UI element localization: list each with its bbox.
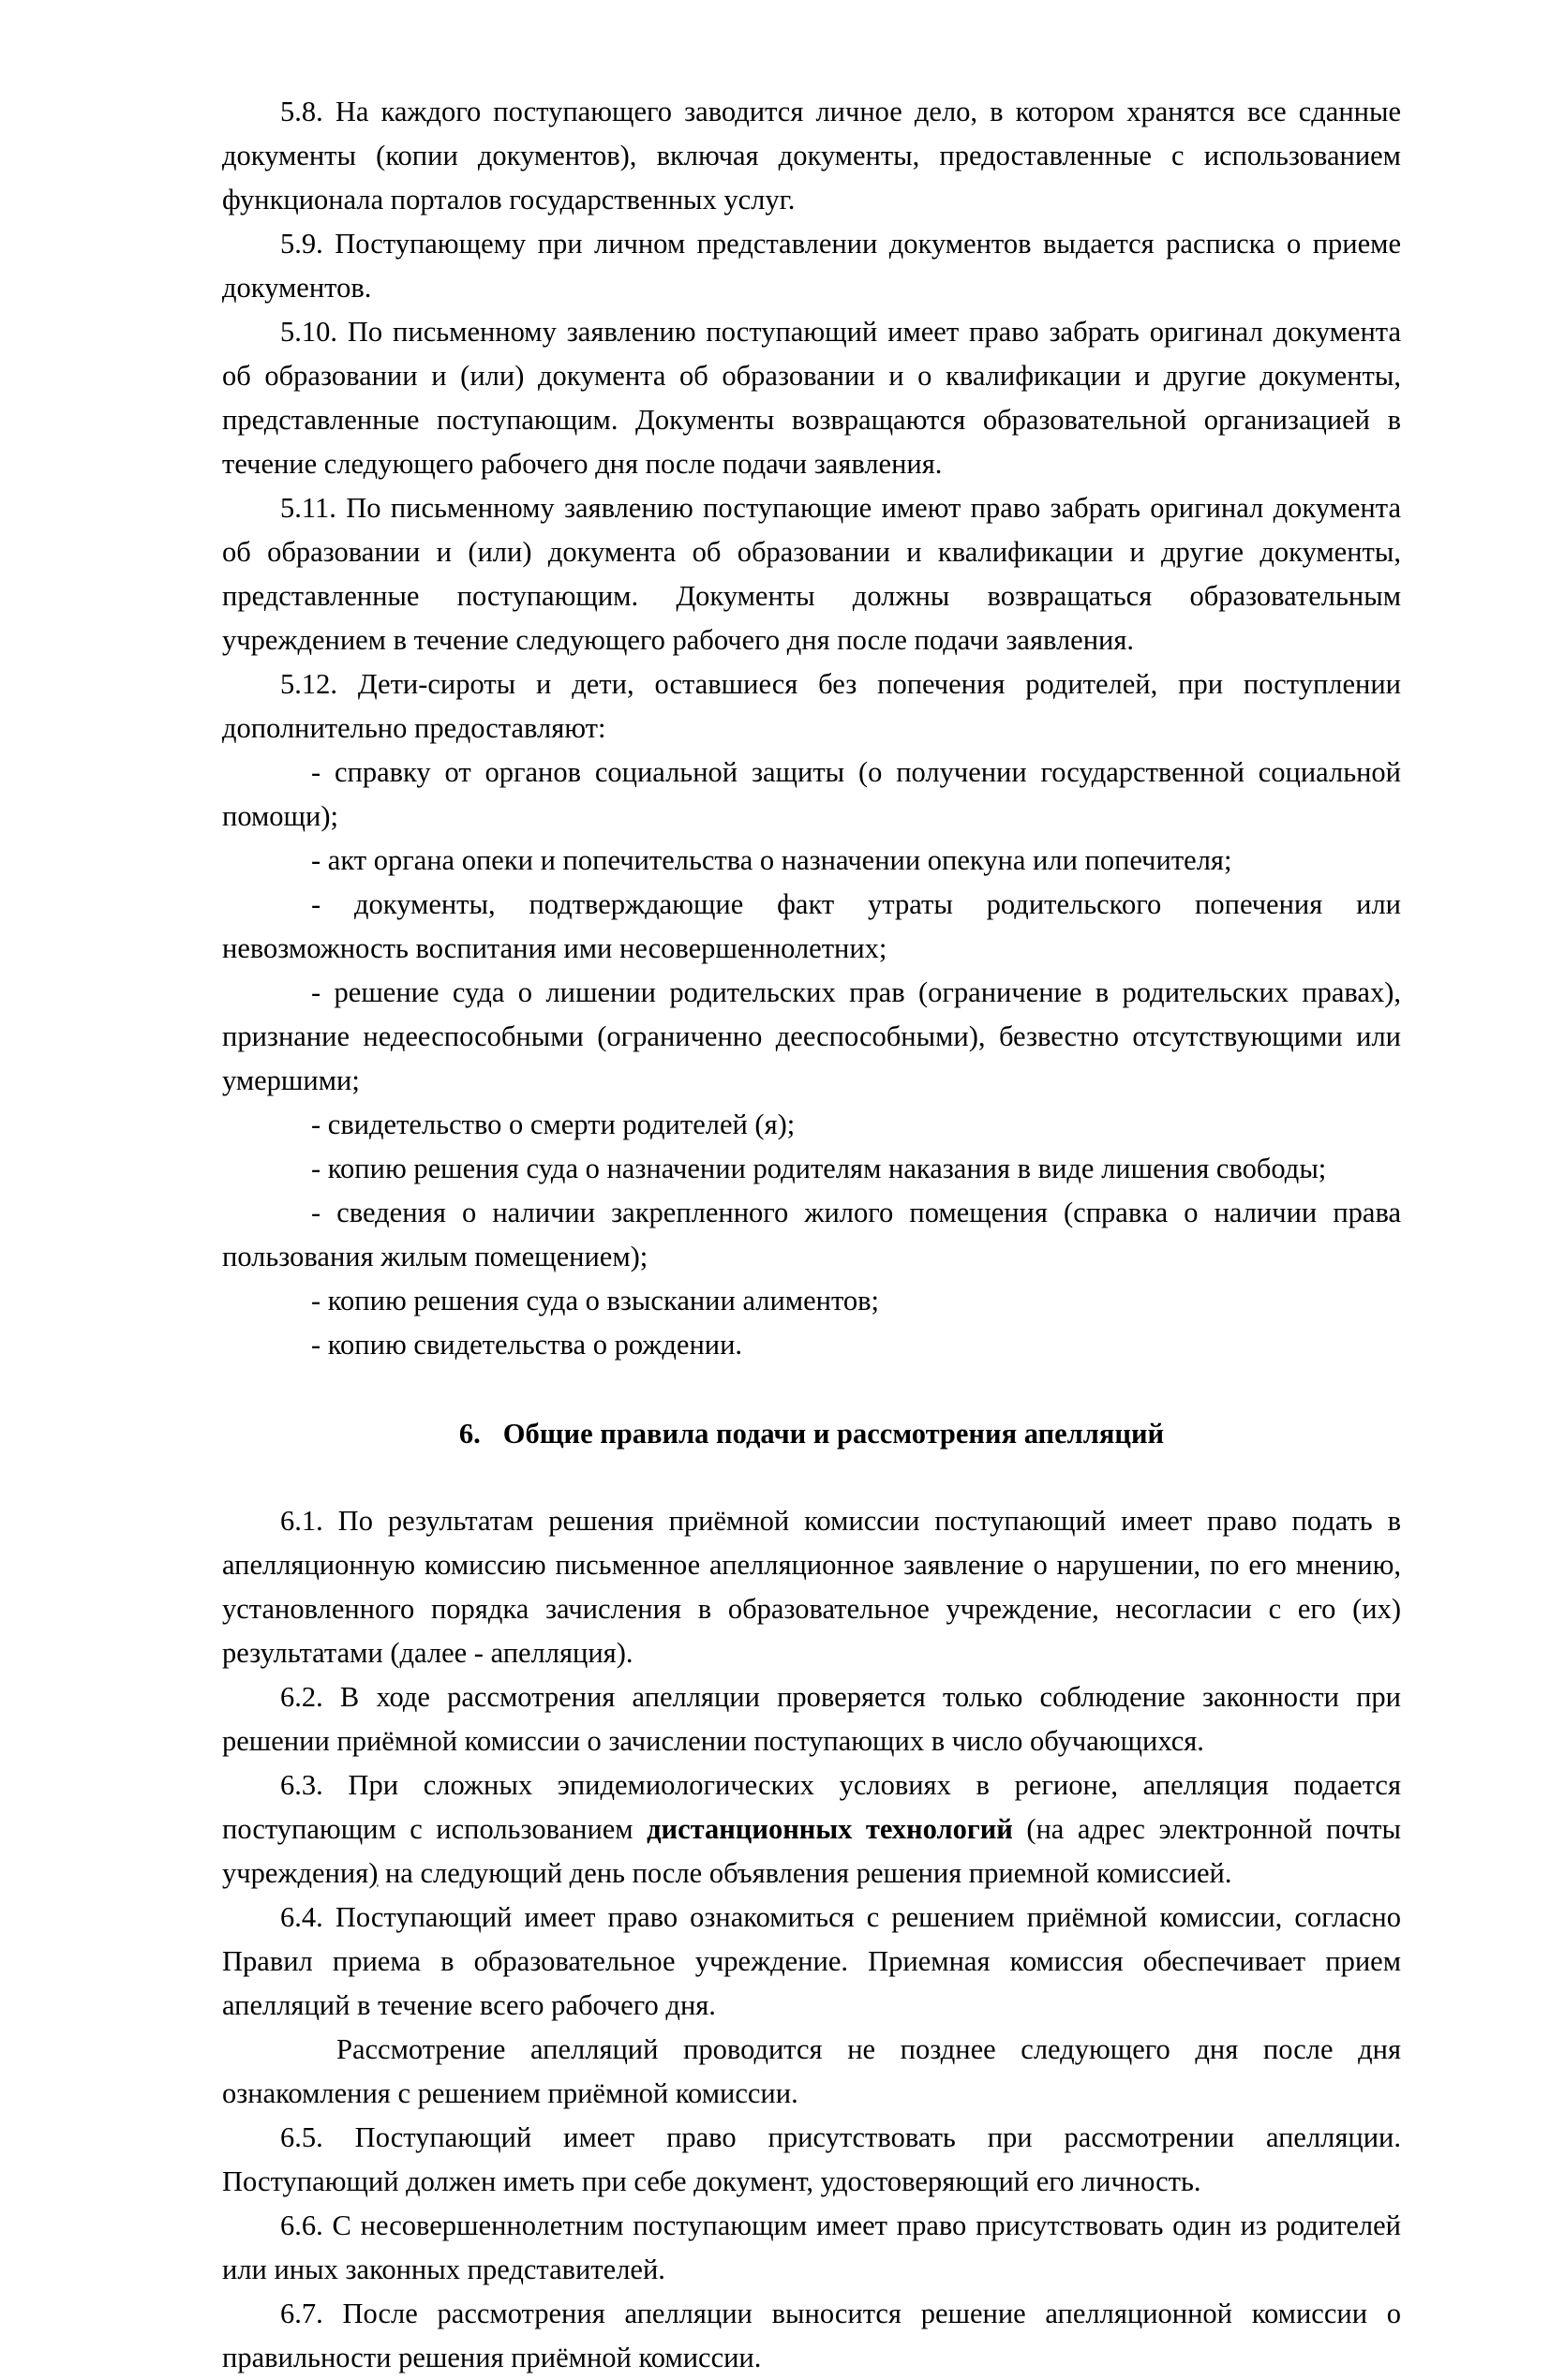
- list-item: - сведения о наличии закрепленного жилого помещения (справка о наличии права пользования жилым помещением);: [222, 1197, 1401, 1272]
- paragraph-6-1: 6.1. По результатам решения приёмной комиссии поступающий имеет право подать в апелляционную комиссию письменное апелляционное заявление о нарушении, по его мнению, установленного порядка зачисления в образовательное учреждение, несогласии с его (их) результатами (далее - апелляция).: [222, 1505, 1401, 1669]
- document-content: [222, 90, 1401, 2380]
- paragraph-6-3-text-part-1: 6.3. При сложных эпидемиологических условиях в регионе, апелляция подается поступающим с использованием: [222, 1769, 1401, 1845]
- paragraph-5-12: 5.12. Дети-сироты и дети, оставшиеся без попечения родителей, при поступлении дополнительно предоставляют:: [222, 668, 1401, 744]
- list-item: - копию свидетельства о рождении.: [311, 1329, 743, 1361]
- paragraph-6-3-text-part-2: (на адрес электронной почты учреждения: [222, 1813, 1402, 1889]
- section-title: Общие правила подачи и рассмотрения апелляций: [502, 1418, 1165, 1450]
- list-item: - акт органа опеки и попечительства о назначении опекуна или попечителя;: [311, 844, 1232, 876]
- list-item: - справку от органов социальной защиты (о получении государственной социальной помощи);: [222, 756, 1401, 832]
- paragraph-6-2: 6.2. В ходе рассмотрения апелляции проверяется только соблюдение законности при решении приёмной комиссии о зачислении поступающих в число обучающихся.: [222, 1681, 1401, 1757]
- paragraph-5-8: 5.8. На каждого поступающего заводится личное дело, в котором хранятся все сданные документы (копии документов), включая документы, предоставленные с использованием функционала порталов государственных услуг.: [222, 96, 1401, 216]
- list-item: - решение суда о лишении родительских прав (ограничение в родительских правах), признание недееспособными (ограниченно дееспособными), безвестно отсутствующими или умершими;: [222, 976, 1401, 1096]
- section-heading: [222, 1412, 1401, 1456]
- paragraph-6-4: 6.4. Поступающий имеет право ознакомиться с решением приёмной комиссии, согласно Правил приема в образовательное учреждение. Приемная комиссия обеспечивает прием апелляций в течение всего рабочего дня.: [222, 1901, 1401, 2021]
- paragraph-6-6: 6.6. С несовершеннолетним поступающим имеет право присутствовать один из родителей или иных законных представителей.: [222, 2209, 1401, 2285]
- paragraph-6-3-emphasis: дистанционных технологий: [647, 1813, 1013, 1845]
- paragraph-6-3-text-part-3: на следующий день после объявления решения приемной комиссией.: [378, 1857, 1232, 1889]
- paragraph-6-7: 6.7. После рассмотрения апелляции выносится решение апелляционной комиссии о правильности решения приёмной комиссии.: [222, 2298, 1401, 2373]
- section-6-heading-block: [222, 1412, 1401, 1456]
- list-item: - копию решения суда о взыскании алиментов;: [311, 1285, 880, 1316]
- paragraph-6-3-underlined-paren: ): [368, 1857, 379, 1889]
- list-item: - копию решения суда о назначении родителям наказания в виде лишения свободы;: [311, 1153, 1327, 1184]
- paragraph-5-9: 5.9. Поступающему при личном представлении документов выдается расписка о приеме документов.: [222, 228, 1401, 304]
- list-item: - свидетельство о смерти родителей (я);: [311, 1108, 796, 1140]
- paragraph-5-11: 5.11. По письменному заявлению поступающие имеют право забрать оригинал документа об образовании и (или) документа об образовании и квалификации и другие документы, представленные поступающим. Документы должны возвращаться образовательным учреждением в течение следующего рабочего дня после подачи заявления.: [222, 492, 1401, 656]
- section-number: 6.: [458, 1418, 481, 1450]
- paragraph-6-3: [222, 1763, 1401, 1896]
- paragraph-6-5: 6.5. Поступающий имеет право присутствовать при рассмотрении апелляции. Поступающий должен иметь при себе документ, удостоверяющий его личность.: [222, 2121, 1401, 2197]
- paragraph-5-10: 5.10. По письменному заявлению поступающий имеет право забрать оригинал документа об образовании и (или) документа об образовании и о квалификации и другие документы, представленные поступающим. Документы возвращаются образовательной организацией в течение следующего рабочего дня после подачи заявления.: [222, 316, 1401, 480]
- paragraph-6-4-continuation: Рассмотрение апелляций проводится не позднее следующего дня после дня ознакомления с решением приёмной комиссии.: [222, 2033, 1401, 2109]
- list-item: - документы, подтверждающие факт утраты родительского попечения или невозможность воспитания ими несовершеннолетних;: [222, 888, 1401, 964]
